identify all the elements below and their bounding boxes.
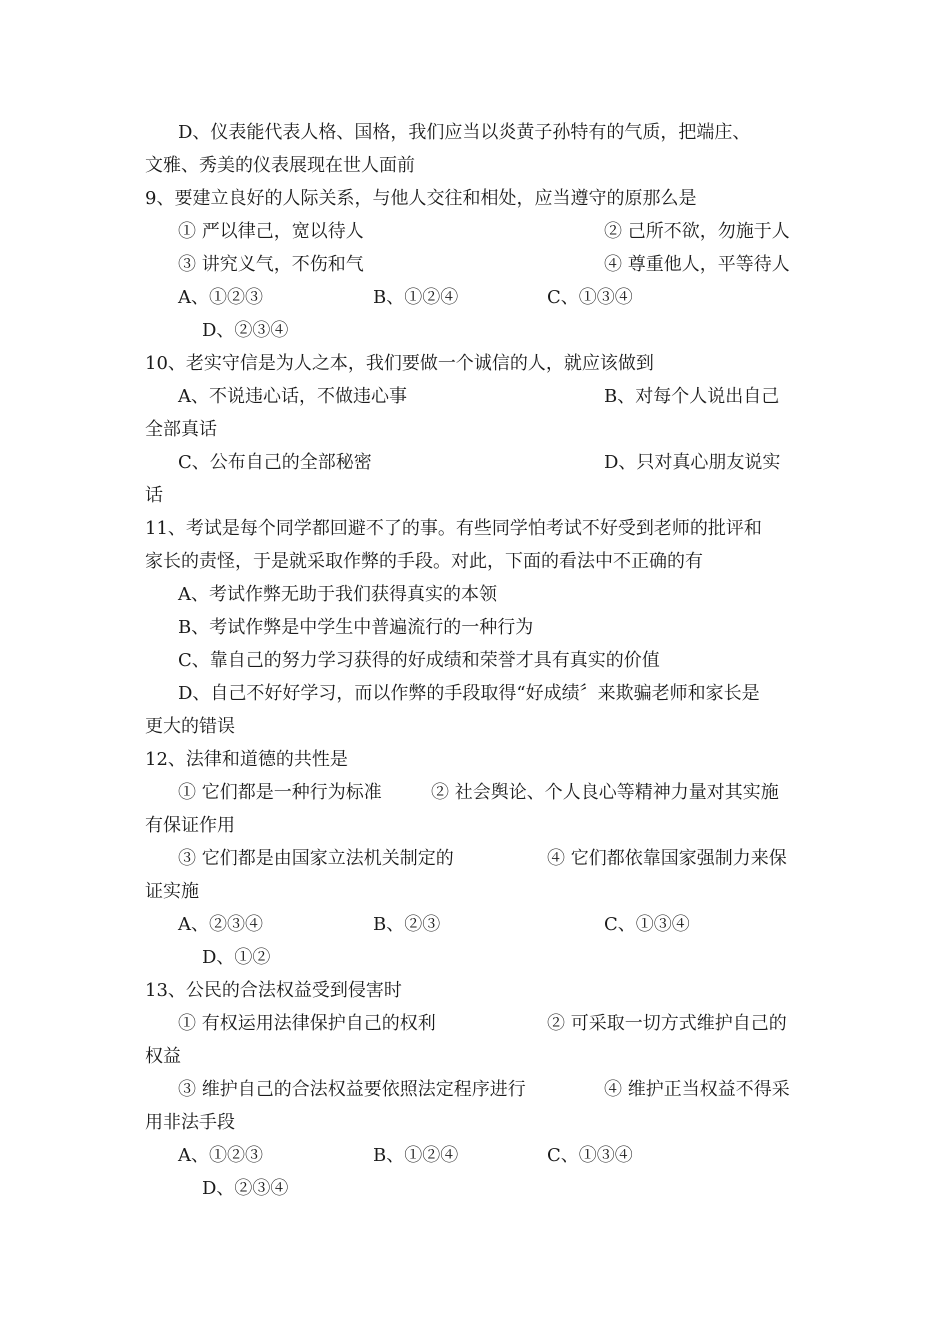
q8-option-d-line2: 文雅、秀美的仪表展现在世人面前 (145, 155, 415, 176)
q12-statement-2-line1: ② 社会舆论、个人良心等精神力量对其实施 (431, 782, 779, 803)
q11-stem-line1: 11、考试是每个同学都回避不了的事。有些同学怕考试不好受到老师的批评和 (145, 518, 762, 539)
q9-option-c: C、①③④ (547, 287, 633, 308)
q11-stem-line2: 家长的责怪，于是就采取作弊的手段。对此，下面的看法中不正确的有 (145, 551, 703, 572)
q13-stem: 13、公民的合法权益受到侵害时 (145, 980, 402, 1001)
q13-statement-1: ① 有权运用法律保护自己的权利 (178, 1013, 436, 1034)
q13-statement-4-line1: ④ 维护正当权益不得采 (604, 1079, 790, 1100)
q9-statement-4: ④ 尊重他人，平等待人 (604, 254, 790, 275)
q13-statement-4-line2: 用非法手段 (145, 1112, 235, 1133)
q13-option-c: C、①③④ (547, 1145, 633, 1166)
q10-option-a: A、不说违心话，不做违心事 (178, 386, 407, 407)
q11-option-d-line1: D、自己不好好学习，而以作弊的手段取得“好成绩〞来欺骗老师和家长是 (178, 683, 760, 704)
q9-option-b: B、①②④ (373, 287, 459, 308)
q10-option-b-line2: 全部真话 (145, 419, 217, 440)
q12-option-d: D、①② (202, 947, 271, 968)
q10-stem: 10、老实守信是为人之本，我们要做一个诚信的人，就应该做到 (145, 353, 654, 374)
q12-option-b: B、②③ (373, 914, 441, 935)
q9-statement-2: ② 己所不欲，勿施于人 (604, 221, 790, 242)
q12-statement-4-line2: 证实施 (145, 881, 199, 902)
q12-statement-2-line2: 有保证作用 (145, 815, 235, 836)
q10-option-d-line2: 话 (145, 485, 163, 506)
q13-option-d: D、②③④ (202, 1178, 289, 1199)
q13-statement-3: ③ 维护自己的合法权益要依照法定程序进行 (178, 1079, 526, 1100)
q9-option-d: D、②③④ (202, 320, 289, 341)
q12-option-a: A、②③④ (178, 914, 263, 935)
q12-option-c: C、①③④ (604, 914, 690, 935)
q9-statement-1: ① 严以律己，宽以待人 (178, 221, 364, 242)
q11-option-c: C、靠自己的努力学习获得的好成绩和荣誉才具有真实的价值 (178, 650, 660, 671)
q10-option-c: C、公布自己的全部秘密 (178, 452, 372, 473)
q12-statement-3: ③ 它们都是由国家立法机关制定的 (178, 848, 454, 869)
q10-option-b-line1: B、对每个人说出自己 (604, 386, 780, 407)
q13-option-a: A、①②③ (178, 1145, 263, 1166)
q9-option-a: A、①②③ (178, 287, 263, 308)
q13-statement-2-line2: 权益 (145, 1046, 181, 1067)
q12-statement-4-line1: ④ 它们都依靠国家强制力来保 (547, 848, 787, 869)
q11-option-a: A、考试作弊无助于我们获得真实的本领 (178, 584, 497, 605)
q13-statement-2-line1: ② 可采取一切方式维护自己的 (547, 1013, 787, 1034)
q11-option-b: B、考试作弊是中学生中普遍流行的一种行为 (178, 617, 534, 638)
q8-option-d-line1: D、仪表能代表人格、国格，我们应当以炎黄子孙特有的气质，把端庄、 (178, 122, 751, 143)
q11-option-d-line2: 更大的错误 (145, 716, 235, 737)
q12-stem: 12、法律和道德的共性是 (145, 749, 348, 770)
q9-statement-3: ③ 讲究义气，不伤和气 (178, 254, 364, 275)
q12-statement-1: ① 它们都是一种行为标准 (178, 782, 382, 803)
q9-stem: 9、要建立良好的人际关系，与他人交往和相处，应当遵守的原那么是 (145, 188, 697, 209)
q13-option-b: B、①②④ (373, 1145, 459, 1166)
q10-option-d-line1: D、只对真心朋友说实 (604, 452, 781, 473)
